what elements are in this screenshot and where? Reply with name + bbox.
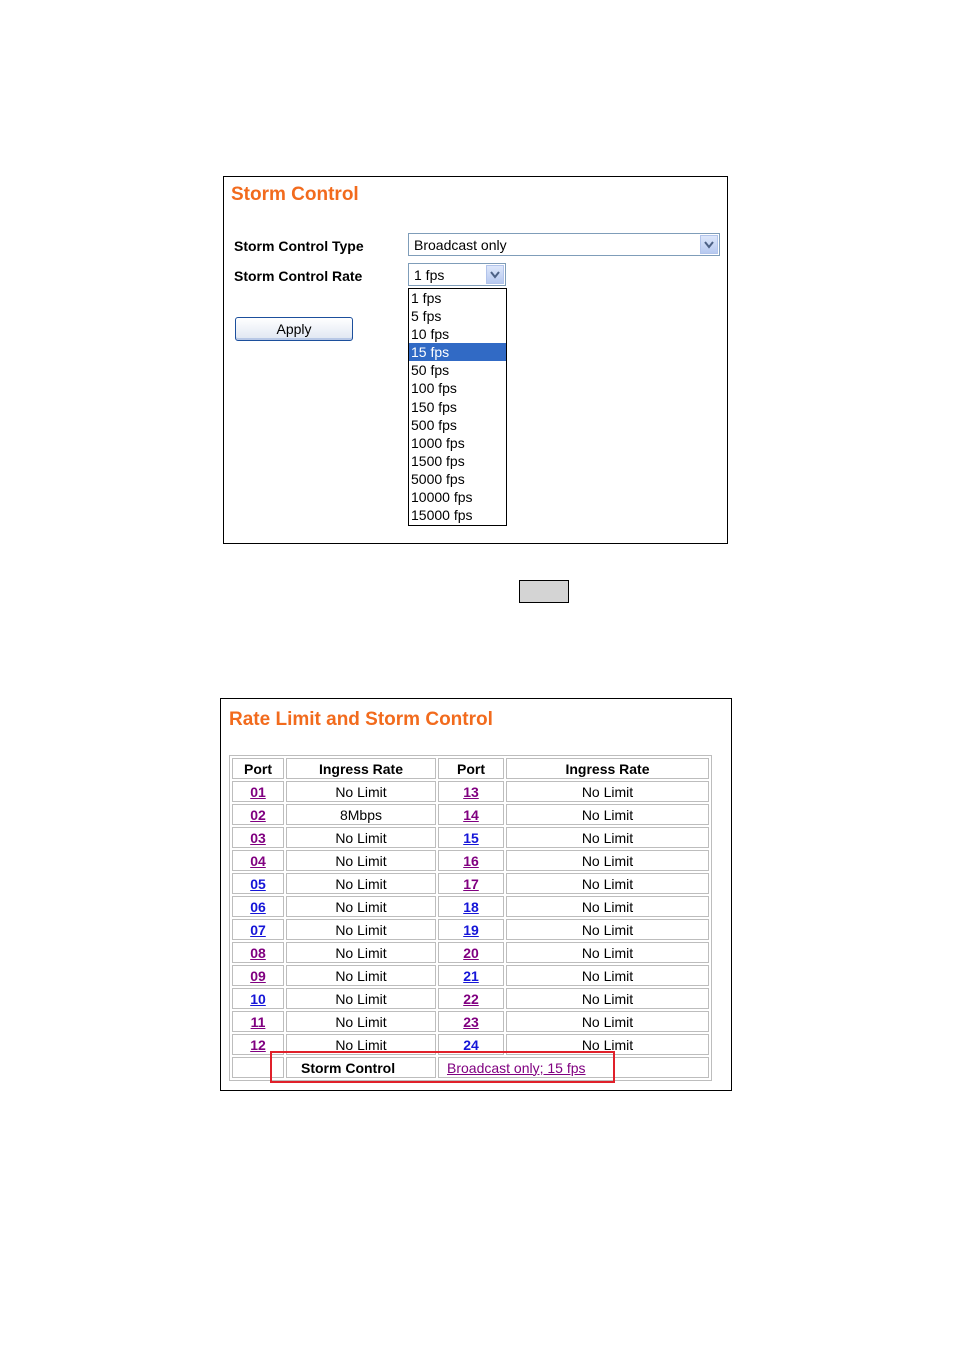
port-cell bbox=[438, 1011, 504, 1032]
table-row bbox=[232, 988, 709, 1009]
ingress-rate-cell: No Limit bbox=[286, 827, 436, 848]
ingress-rate-cell: No Limit bbox=[506, 919, 709, 940]
storm-control-summary-row bbox=[232, 1057, 709, 1078]
ingress-rate-cell: No Limit bbox=[506, 988, 709, 1009]
ingress-rate-cell: No Limit bbox=[286, 850, 436, 871]
rate-option[interactable]: 500 fps bbox=[411, 416, 457, 433]
table-row bbox=[232, 919, 709, 940]
port-link[interactable]: 21 bbox=[463, 967, 479, 984]
port-cell bbox=[438, 919, 504, 940]
ingress-rate-cell: No Limit bbox=[506, 850, 709, 871]
port-cell bbox=[232, 919, 284, 940]
rate-option[interactable]: 150 fps bbox=[411, 398, 457, 415]
rate-option[interactable]: 50 fps bbox=[411, 362, 450, 379]
port-link[interactable]: 13 bbox=[463, 783, 479, 800]
port-cell bbox=[438, 896, 504, 917]
table-row bbox=[232, 942, 709, 963]
rate-option[interactable]: 10000 fps bbox=[411, 489, 473, 506]
ingress-rate-cell: No Limit bbox=[506, 1034, 709, 1055]
port-link[interactable]: 20 bbox=[463, 944, 479, 961]
storm-control-rate-select[interactable] bbox=[408, 263, 506, 286]
port-link[interactable]: 14 bbox=[463, 806, 479, 823]
ingress-rate-cell: No Limit bbox=[286, 942, 436, 963]
port-cell bbox=[438, 1034, 504, 1055]
storm-control-rate-label: Storm Control Rate bbox=[234, 268, 363, 284]
ingress-rate-cell: No Limit bbox=[506, 804, 709, 825]
port-cell bbox=[232, 850, 284, 871]
ingress-rate-cell: No Limit bbox=[506, 873, 709, 894]
port-link[interactable]: 23 bbox=[463, 1013, 479, 1030]
apply-button[interactable]: Apply bbox=[235, 317, 353, 341]
port-cell bbox=[232, 1034, 284, 1055]
port-link[interactable]: 17 bbox=[463, 875, 479, 892]
ingress-rate-cell: No Limit bbox=[286, 781, 436, 802]
storm-control-title: Storm Control bbox=[231, 184, 359, 205]
table-row bbox=[232, 781, 709, 802]
port-link[interactable]: 07 bbox=[250, 921, 266, 938]
ingress-rate-cell: No Limit bbox=[506, 1011, 709, 1032]
port-cell bbox=[438, 965, 504, 986]
ingress-rate-cell: 8Mbps bbox=[286, 804, 436, 825]
rate-option[interactable]: 15000 fps bbox=[411, 507, 473, 524]
port-cell bbox=[438, 988, 504, 1009]
port-link[interactable]: 09 bbox=[250, 967, 266, 984]
port-link[interactable]: 19 bbox=[463, 921, 479, 938]
table-row bbox=[232, 873, 709, 894]
port-link[interactable]: 05 bbox=[250, 875, 266, 892]
storm-control-type-value: Broadcast only bbox=[414, 237, 507, 253]
port-cell bbox=[232, 896, 284, 917]
port-link[interactable]: 16 bbox=[463, 852, 479, 869]
port-link[interactable]: 04 bbox=[250, 852, 266, 869]
table-row bbox=[232, 804, 709, 825]
port-cell bbox=[438, 942, 504, 963]
rate-limit-title: Rate Limit and Storm Control bbox=[229, 709, 493, 730]
storm-control-summary-label: Storm Control bbox=[286, 1057, 436, 1078]
port-link[interactable]: 11 bbox=[250, 1013, 266, 1030]
ingress-rate-cell: No Limit bbox=[506, 942, 709, 963]
ingress-rate-cell: No Limit bbox=[286, 1011, 436, 1032]
storm-control-summary-link[interactable]: Broadcast only; 15 fps bbox=[438, 1057, 709, 1078]
port-cell bbox=[232, 804, 284, 825]
port-link[interactable]: 08 bbox=[250, 944, 266, 961]
ingress-rate-header: Ingress Rate bbox=[506, 758, 709, 779]
storm-control-panel bbox=[223, 176, 728, 544]
ingress-rate-cell: No Limit bbox=[286, 873, 436, 894]
rate-limit-panel bbox=[220, 698, 732, 1091]
port-link[interactable]: 01 bbox=[250, 783, 266, 800]
rate-option[interactable]: 15 fps bbox=[409, 343, 506, 361]
rate-option[interactable]: 100 fps bbox=[411, 380, 457, 397]
port-link[interactable]: 12 bbox=[250, 1036, 266, 1053]
table-row bbox=[232, 896, 709, 917]
port-cell bbox=[232, 873, 284, 894]
port-cell bbox=[232, 827, 284, 848]
port-link[interactable]: 24 bbox=[463, 1036, 479, 1053]
rate-option[interactable]: 1500 fps bbox=[411, 452, 465, 469]
port-cell bbox=[232, 965, 284, 986]
rate-option[interactable]: 1 fps bbox=[411, 290, 442, 306]
table-row bbox=[232, 850, 709, 871]
port-link[interactable]: 18 bbox=[463, 898, 479, 915]
port-cell bbox=[438, 873, 504, 894]
port-header: Port bbox=[232, 758, 284, 779]
port-link[interactable]: 15 bbox=[463, 829, 479, 846]
port-link[interactable]: 10 bbox=[250, 990, 266, 1007]
ingress-rate-cell: No Limit bbox=[286, 896, 436, 917]
port-cell bbox=[438, 781, 504, 802]
empty-cell bbox=[232, 1057, 284, 1078]
port-cell bbox=[438, 827, 504, 848]
port-cell bbox=[438, 804, 504, 825]
port-cell bbox=[232, 1011, 284, 1032]
port-cell bbox=[438, 850, 504, 871]
rate-option[interactable]: 5000 fps bbox=[411, 470, 465, 487]
port-cell bbox=[232, 781, 284, 802]
ingress-rate-cell: No Limit bbox=[506, 965, 709, 986]
port-cell bbox=[232, 988, 284, 1009]
storm-control-type-select[interactable] bbox=[408, 233, 720, 256]
ingress-rate-cell: No Limit bbox=[506, 781, 709, 802]
table-row bbox=[232, 965, 709, 986]
ingress-rate-cell: No Limit bbox=[286, 1034, 436, 1055]
port-header: Port bbox=[438, 758, 504, 779]
storm-control-rate-dropdown-list bbox=[408, 288, 507, 526]
rate-limit-table bbox=[229, 755, 712, 1081]
port-cell bbox=[232, 942, 284, 963]
ingress-rate-cell: No Limit bbox=[506, 827, 709, 848]
chevron-down-icon[interactable] bbox=[486, 265, 504, 284]
table-header-row bbox=[232, 758, 709, 779]
rate-option[interactable]: 5 fps bbox=[411, 308, 442, 325]
ingress-rate-cell: No Limit bbox=[286, 965, 436, 986]
ingress-rate-header: Ingress Rate bbox=[286, 758, 436, 779]
rate-option[interactable]: 10 fps bbox=[411, 326, 450, 343]
rate-option[interactable]: 1000 fps bbox=[411, 434, 465, 451]
storm-control-type-label: Storm Control Type bbox=[234, 238, 364, 254]
table-row bbox=[232, 827, 709, 848]
port-link[interactable]: 03 bbox=[250, 829, 266, 846]
ingress-rate-cell: No Limit bbox=[286, 919, 436, 940]
port-link[interactable]: 22 bbox=[463, 990, 479, 1007]
ingress-rate-cell: No Limit bbox=[286, 988, 436, 1009]
ingress-rate-cell: No Limit bbox=[506, 896, 709, 917]
table-row bbox=[232, 1011, 709, 1032]
table-row bbox=[232, 1034, 709, 1055]
port-link[interactable]: 02 bbox=[250, 806, 266, 823]
chevron-down-icon[interactable] bbox=[700, 235, 718, 254]
storm-control-rate-value: 1 fps bbox=[414, 267, 445, 283]
inline-gray-button bbox=[519, 580, 569, 603]
port-link[interactable]: 06 bbox=[250, 898, 266, 915]
